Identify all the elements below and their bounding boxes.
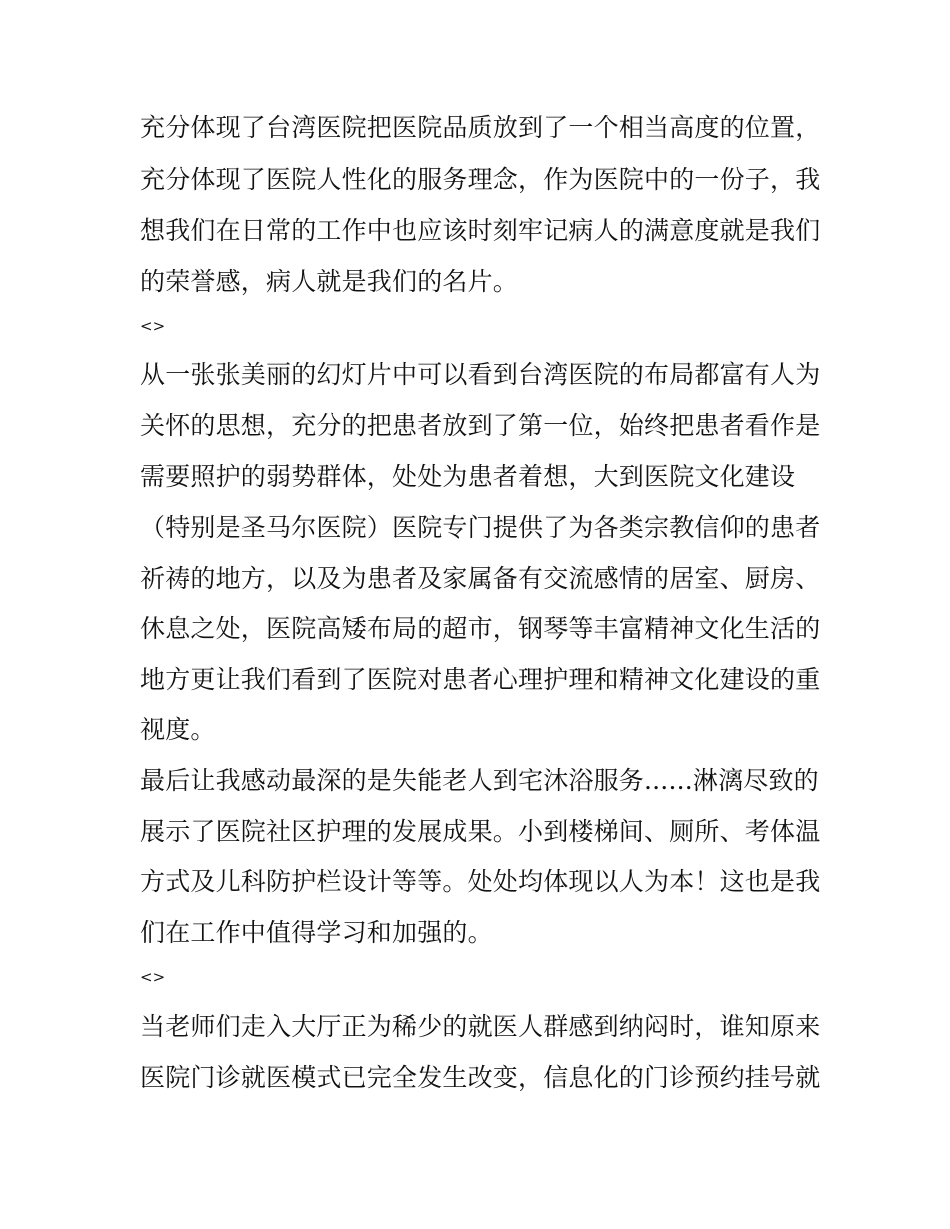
text-line: 方式及儿科防护栏设计等等。处处均体现以人为本！这也是我 xyxy=(140,867,821,896)
text-line: 充分体现了医院人性化的服务理念，作为医院中的一份子，我 xyxy=(140,165,821,194)
text-line: 关怀的思想，充分的把患者放到了第一位，始终把患者看作是 xyxy=(140,411,821,440)
text-line: 休息之处，医院高矮布局的超市，钢琴等丰富精神文化生活的 xyxy=(140,614,821,643)
text-line: 祈祷的地方，以及为患者及家属备有交流感情的居室、厨房、 xyxy=(140,564,821,593)
text-line: 最后让我感动最深的是失能老人到宅沐浴服务......淋漓尽致的 xyxy=(140,766,819,795)
text-line: 医院门诊就医模式已完全发生改变，信息化的门诊预约挂号就 xyxy=(140,1063,821,1092)
separator-marker: <> xyxy=(140,968,166,986)
separator-marker: <> xyxy=(140,317,166,335)
text-line: 想我们在日常的工作中也应该时刻牢记病人的满意度就是我们 xyxy=(140,216,821,245)
text-line: （特别是圣马尔医院）医院专门提供了为各类宗教信仰的患者 xyxy=(140,513,821,542)
text-line: 当老师们走入大厅正为稀少的就医人群感到纳闷时，谁知原来 xyxy=(140,1012,821,1041)
text-line: 需要照护的弱势群体，处处为患者着想，大到医院文化建设 xyxy=(140,462,796,491)
text-line: 从一张张美丽的幻灯片中可以看到台湾医院的布局都富有人为 xyxy=(140,360,821,389)
text-line: 展示了医院社区护理的发展成果。小到楼梯间、厕所、考体温 xyxy=(140,817,821,846)
text-line: 地方更让我们看到了医院对患者心理护理和精神文化建设的重 xyxy=(140,665,821,694)
text-line: 视度。 xyxy=(140,715,216,744)
text-line: 们在工作中值得学习和加强的。 xyxy=(140,918,493,947)
text-line: 的荣誉感，病人就是我们的名片。 xyxy=(140,267,519,296)
text-line: 充分体现了台湾医院把医院品质放到了一个相当高度的位置， xyxy=(140,113,821,142)
